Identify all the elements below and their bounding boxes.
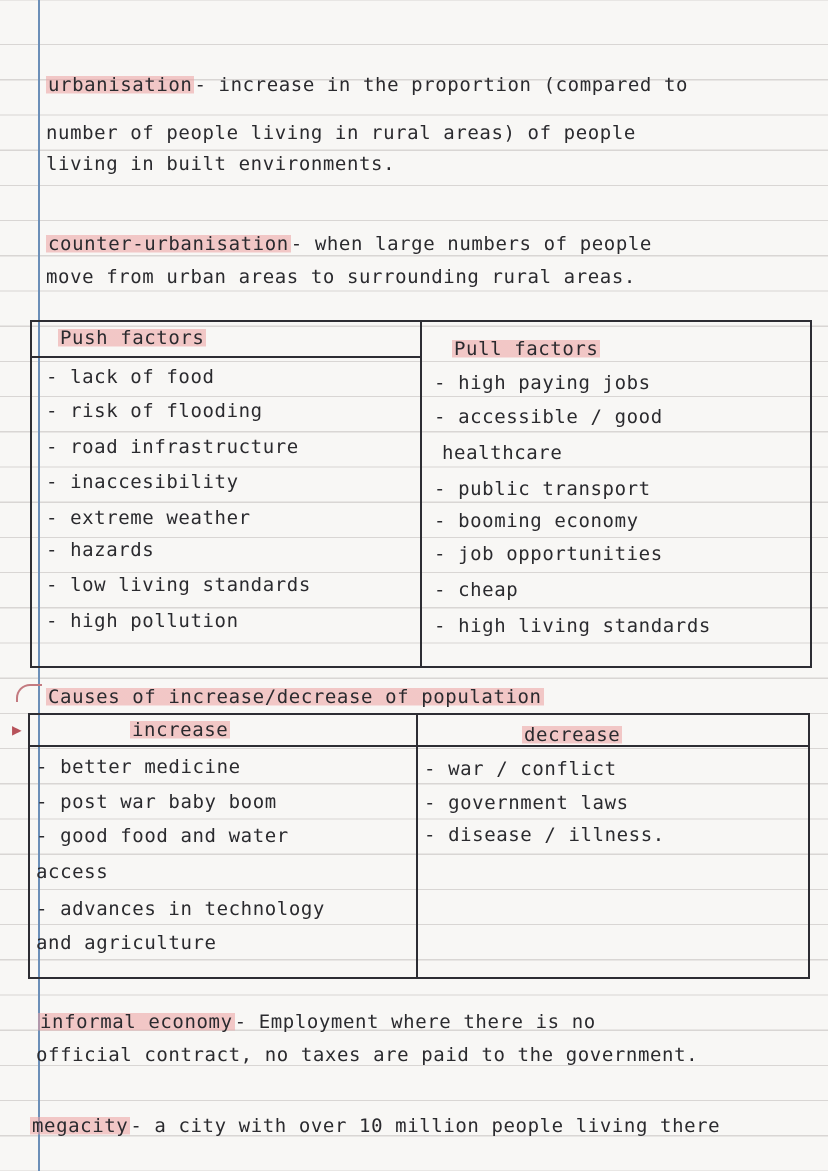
megacity-line: [30, 1113, 720, 1139]
counter-urbanisation-text-1: - when large numbers of people: [290, 233, 652, 255]
push-item: - lack of food: [46, 366, 215, 388]
megacity-term: megacity: [32, 1115, 129, 1137]
decrease-header: decrease: [524, 724, 621, 746]
pull-item: - high paying jobs: [434, 372, 651, 394]
informal-economy-term: informal economy: [40, 1011, 233, 1033]
margin-bracket: [16, 684, 42, 702]
informal-economy-text-1: - Employment where there is no: [234, 1011, 596, 1033]
pull-item: - public transport: [434, 478, 651, 500]
urbanisation-text-2: number of people living in rural areas) of people: [46, 122, 636, 144]
decrease-item: - disease / illness.: [424, 824, 665, 846]
increase-item: - advances in technology: [36, 898, 325, 920]
megacity-text: - a city with over 10 million people living there: [130, 1115, 721, 1137]
push-item: - road infrastructure: [46, 436, 299, 458]
informal-economy-line-1: [38, 1009, 596, 1035]
urbanisation-line-1: [46, 72, 688, 98]
pull-item: - cheap: [434, 579, 519, 601]
decrease-item: - government laws: [424, 792, 629, 814]
increase-item: - good food and water: [36, 825, 289, 847]
pull-item: healthcare: [442, 442, 563, 464]
push-header-rule: [30, 356, 422, 358]
increase-item: and agriculture: [36, 932, 217, 954]
factors-table-divider: [420, 320, 422, 668]
counter-urbanisation-term: counter-urbanisation: [48, 233, 289, 255]
increase-item: - post war baby boom: [36, 791, 277, 813]
urbanisation-term: urbanisation: [48, 74, 193, 96]
pull-header: Pull factors: [454, 338, 599, 360]
urbanisation-text-1: - increase in the proportion (compared to: [194, 74, 689, 96]
push-item: - hazards: [46, 539, 155, 561]
informal-economy-text-2: official contract, no taxes are paid to the government.: [36, 1044, 699, 1066]
push-item: - inaccesibility: [46, 471, 239, 493]
push-item: - low living standards: [46, 574, 311, 596]
pull-item: - accessible / good: [434, 406, 663, 428]
population-table-divider: [416, 713, 418, 979]
arrow-icon: ▶: [12, 720, 22, 739]
population-header-rule: [28, 745, 810, 747]
push-item: - high pollution: [46, 610, 239, 632]
increase-item: - better medicine: [36, 756, 241, 778]
pull-item: - high living standards: [434, 615, 711, 637]
counter-urbanisation-line-1: [46, 231, 652, 257]
push-item: - risk of flooding: [46, 400, 263, 422]
increase-header: increase: [132, 719, 229, 741]
push-item: - extreme weather: [46, 507, 251, 529]
counter-urbanisation-text-2: move from urban areas to surrounding rural areas.: [46, 266, 636, 288]
decrease-item: - war / conflict: [424, 758, 617, 780]
pull-item: - job opportunities: [434, 543, 663, 565]
push-header: Push factors: [60, 327, 205, 349]
increase-item: access: [36, 861, 109, 883]
urbanisation-text-3: living in built environments.: [46, 153, 396, 175]
pull-item: - booming economy: [434, 510, 639, 532]
population-heading: Causes of increase/decrease of population: [48, 686, 542, 708]
